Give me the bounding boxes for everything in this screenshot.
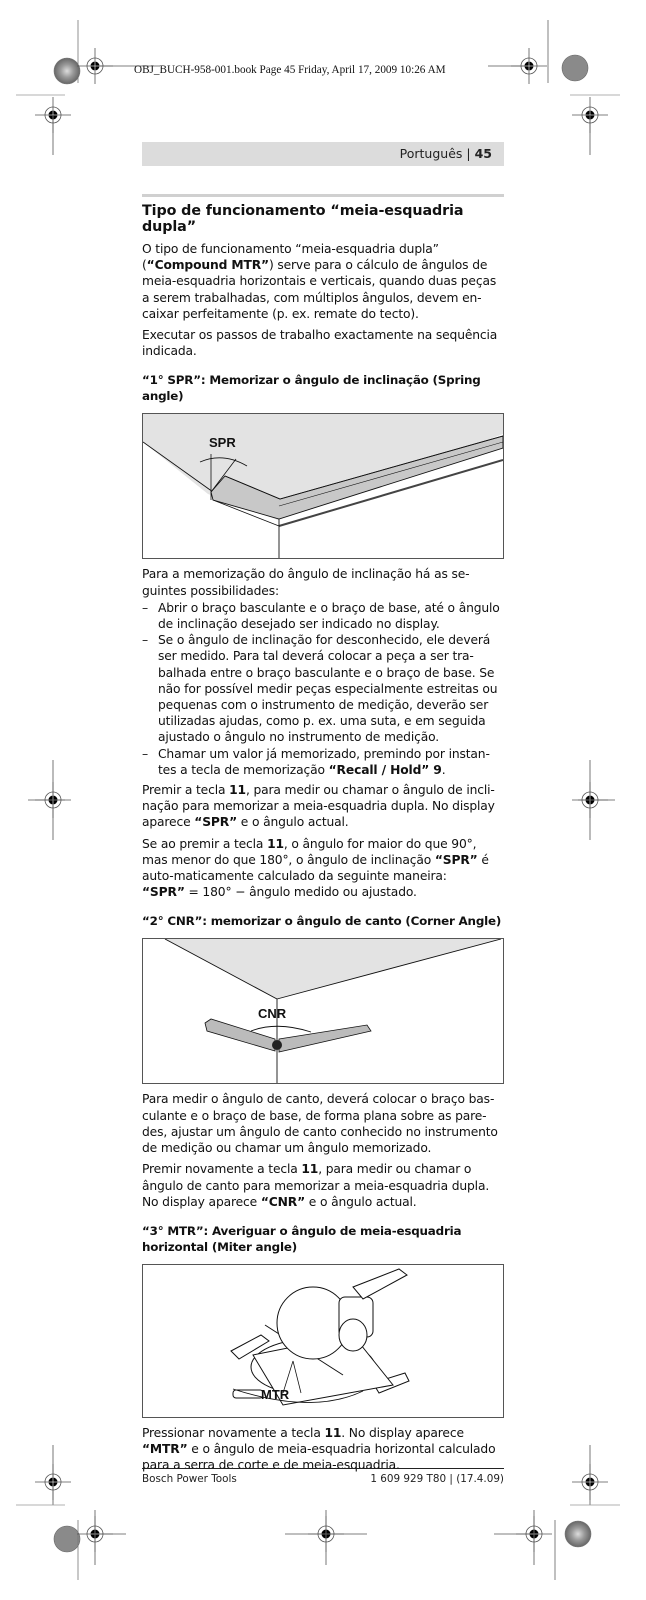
step2-key-paragraph: Premir novamente a tecla 11, para medir ou chamar o ângulo de canto para memorizar a meia-esquadria dupla. No display aparece “CNR” e o ângulo actual. bbox=[142, 1162, 490, 1209]
miter-angle-figure bbox=[142, 1264, 504, 1418]
main-content bbox=[142, 194, 504, 1479]
header-separator: | bbox=[466, 146, 471, 161]
page-header-bar bbox=[142, 142, 504, 166]
section-intro: O tipo de funcionamento “meia-esquadria dupla” (“Compound MTR”) serve para o cálculo de ângulos de meia-esquadria horizontais e verticais, quando duas peças a serem trabalhadas, com múltiplos ângulos, devem en-caixar perfeitamente (p. ex. remate do tecto). bbox=[142, 242, 497, 321]
step1-heading: “1° SPR”: Memorizar o ângulo de inclinação (Spring angle) bbox=[142, 373, 481, 404]
page-header-label bbox=[400, 146, 492, 161]
step3-heading: “3° MTR”: Averiguar o ângulo de meia-esquadria horizontal (Miter angle) bbox=[142, 1223, 462, 1254]
spring-angle-figure bbox=[142, 413, 504, 559]
step2-heading: “2° CNR”: memorizar o ângulo de canto (Corner Angle) bbox=[142, 914, 502, 929]
cnr-label: CNR bbox=[258, 1006, 287, 1022]
footer-doc-number: 1 609 929 T80 | (17.4.09) bbox=[370, 1473, 504, 1485]
section-instruction: Executar os passos de trabalho exactamente na sequência indicada. bbox=[142, 328, 498, 359]
step1-option: – Se o ângulo de inclinação for desconhecido, ele deverá ser medido. Para tal deverá colocar a peça a ser tra-balhada entre o braço basculante e o braço de base. Se não for possível medir peças especialmente estreitas ou pequenas com o instrumento de medição, deverão ser utilizadas ajudas, como p. ex. uma suta, e em seguida ajustado o ângulo no instrumento de medição. bbox=[142, 632, 504, 745]
step1-formula: “SPR” = 180° − ângulo medido ou ajustado. bbox=[142, 885, 417, 900]
print-slug: OBJ_BUCH-958-001.book Page 45 Friday, April 17, 2009 10:26 AM bbox=[134, 64, 446, 76]
step1-intro: Para a memorização do ângulo de inclinação há as se-guintes possibilidades: bbox=[142, 567, 470, 598]
corner-angle-figure bbox=[142, 938, 504, 1084]
footer-brand: Bosch Power Tools bbox=[142, 1473, 237, 1485]
step1-option: – Chamar um valor já memorizado, premindo por instan-tes a tecla de memorização “Recall / Hold” 9. bbox=[142, 746, 504, 778]
section-rule bbox=[142, 194, 504, 197]
page-footer bbox=[142, 1468, 504, 1485]
step2-paragraph: Para medir o ângulo de canto, deverá colocar o braço bas-culante e o braço de base, de forma plana sobre as pare-des, ajustar um ângulo de canto conhecido no instrumento de medição ou chamar um ângulo memorizado. bbox=[142, 1092, 498, 1156]
step1-option: – Abrir o braço basculante e o braço de base, até o ângulo de inclinação desejado ser indicado no display. bbox=[142, 600, 504, 632]
step1-key-paragraph: Premir a tecla 11, para medir ou chamar o ângulo de incli-nação para memorizar a meia-esquadria dupla. No display aparece “SPR” e o ângulo actual. bbox=[142, 783, 495, 830]
step1-options bbox=[142, 600, 504, 778]
step1-auto-calc: Se ao premir a tecla 11, o ângulo for maior do que 90°, mas menor do que 180°, o ângulo de inclinação “SPR” é auto-maticamente calculado da seguinte maneira: bbox=[142, 836, 489, 884]
spr-label: SPR bbox=[209, 435, 236, 451]
section-title: Tipo de funcionamento “meia-esquadria dupla” bbox=[142, 203, 464, 235]
page-number: 45 bbox=[474, 146, 492, 161]
mtr-label: MTR bbox=[261, 1386, 290, 1402]
language-label: Português bbox=[399, 146, 463, 161]
step3-paragraph: Pressionar novamente a tecla 11. No display aparece “MTR” e o ângulo de meia-esquadria horizontal calculado para a serra de corte e de meia-esquadria. bbox=[142, 1425, 496, 1473]
